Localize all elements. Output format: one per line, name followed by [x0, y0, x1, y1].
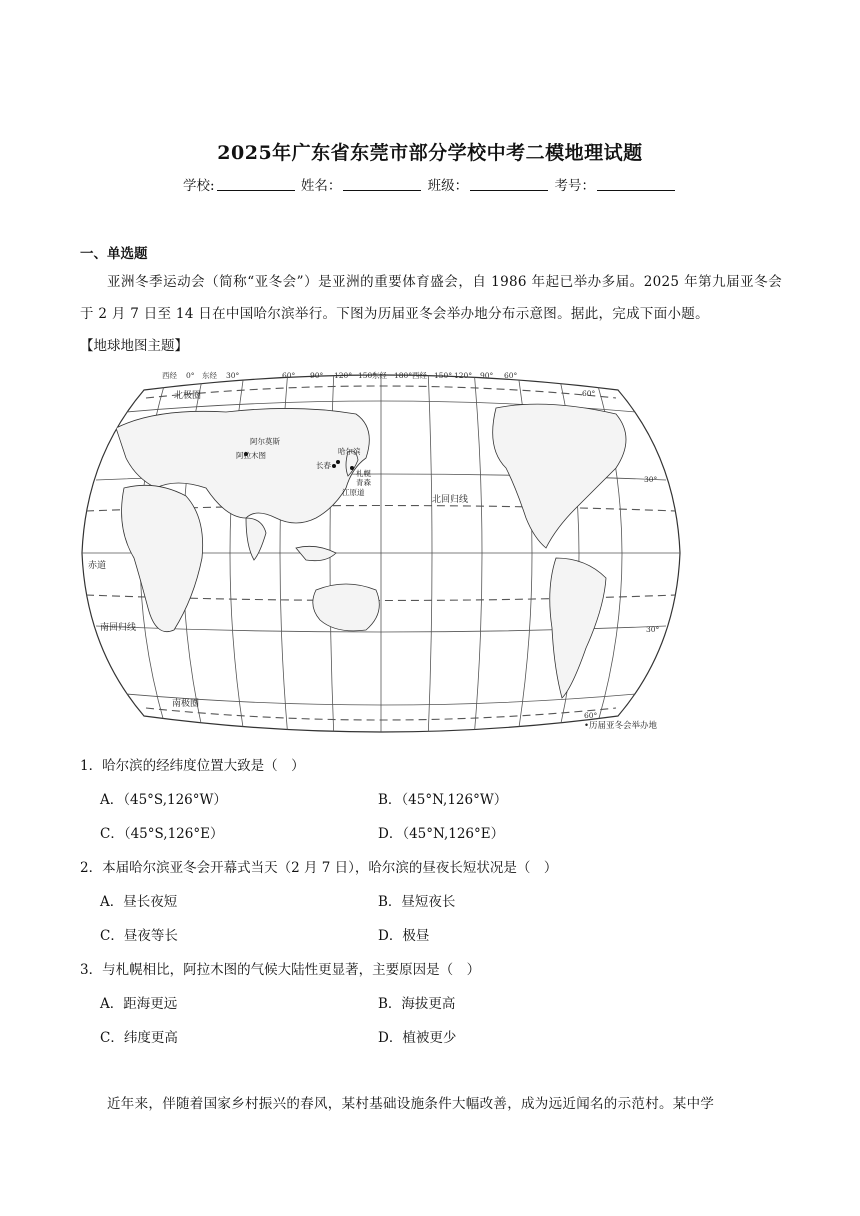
name-blank	[343, 178, 421, 191]
lon-label-prefix-0: 西经	[162, 371, 177, 380]
lon-label-5: 150°	[358, 371, 377, 380]
q2-option-a[interactable]: A．昼长夜短	[100, 894, 178, 910]
question-2-stem: 2．本届哈尔滨亚冬会开幕式当天（2 月 7 日），哈尔滨的昼夜长短状况是（ ）	[80, 860, 558, 876]
lon-label-9: 90°	[480, 371, 494, 380]
lon-label-0: 0°	[186, 371, 195, 380]
student-info-line	[0, 174, 860, 194]
map-topic-tag: 【地球地图主题】	[80, 338, 188, 354]
lon-label-prefix-6: 西经	[412, 371, 427, 380]
lon-label-10: 60°	[504, 371, 518, 380]
world-map-svg	[76, 368, 686, 740]
city-label-changchun: 长春	[316, 461, 331, 470]
q2-option-c[interactable]: C．昼夜等长	[100, 928, 178, 944]
world-map-figure	[76, 368, 686, 740]
changchun-marker	[332, 464, 336, 468]
q3-option-d[interactable]: D．植被更少	[378, 1030, 457, 1046]
lon-label-7: 150°	[434, 371, 453, 380]
city-label-aomori: 青森	[356, 478, 371, 487]
number-label: 考号：	[554, 178, 595, 194]
q1-option-d[interactable]: D．（45°N,126°E）	[378, 826, 505, 842]
question-3-stem: 3．与札幌相比，阿拉木图的气候大陆性更显著，主要原因是（ ）	[80, 962, 481, 978]
q3-option-a[interactable]: A．距海更远	[100, 996, 178, 1012]
lon-label-3: 90°	[310, 371, 324, 380]
lat-label-60n: 60°	[582, 389, 596, 398]
lon-label-prefix-1: 东经	[202, 371, 217, 380]
q1-option-a[interactable]: A．（45°S,126°W）	[100, 792, 227, 808]
lon-label-2: 60°	[282, 371, 296, 380]
city-label-gangwon: 江原道	[342, 488, 365, 497]
name-label: 姓名：	[300, 178, 342, 194]
lon-label-6: 180°	[394, 371, 413, 380]
lon-label-prefix-5: 东经	[372, 371, 387, 380]
harbin-marker	[336, 460, 340, 464]
tropic-capricorn-label: 南回归线	[100, 623, 137, 633]
lon-label-4: 120°	[334, 371, 353, 380]
page-title: 2025年广东省东莞市部分学校中考二模地理试题	[217, 142, 643, 164]
city-label-sapporo: 札幌	[356, 469, 371, 478]
tropic-cancer-label: 北回归线	[432, 495, 469, 505]
school-label: 学校:	[183, 178, 215, 194]
city-label-almaty: 阿拉木图	[236, 451, 266, 460]
q1-option-b[interactable]: B．（45°N,126°W）	[378, 792, 508, 808]
map-legend: •历届亚冬会举办地	[584, 721, 658, 731]
antarctic-circle-label: 南极圈	[172, 699, 200, 709]
sapporo-marker	[350, 466, 354, 470]
lon-label-8: 120°	[454, 371, 473, 380]
city-label-almos: 阿尔莫斯	[250, 437, 280, 446]
q1-option-c[interactable]: C．（45°S,126°E）	[100, 826, 224, 842]
q2-option-d[interactable]: D．极昼	[378, 928, 430, 944]
school-blank	[217, 178, 295, 191]
class-blank	[470, 178, 548, 191]
q3-option-b[interactable]: B．海拔更高	[378, 996, 456, 1012]
number-blank	[597, 178, 675, 191]
equator-label: 赤道	[88, 561, 107, 571]
passage-2: 近年来，伴随着国家乡村振兴的春风，某村基础设施条件大幅改善，成为远近闻名的示范村。某中学	[107, 1096, 715, 1112]
lat-label-60s: 60°	[584, 711, 598, 720]
lat-label-30n: 30°	[644, 475, 658, 484]
question-1-stem: 1．哈尔滨的经纬度位置大致是（ ）	[80, 758, 305, 774]
arctic-circle-label: 北极圈	[174, 391, 202, 401]
section-heading: 一、单选题	[80, 246, 148, 262]
class-label: 班级：	[427, 178, 469, 194]
lat-label-30s: 30°	[646, 625, 660, 634]
lon-label-1: 30°	[226, 371, 240, 380]
passage-1: 亚洲冬季运动会（简称“亚冬会”）是亚洲的重要体育盛会，自 1986 年起已举办多届。2025 年第九届亚冬会于 2 月 7 日至 14 日在中国哈尔滨举行。下图为历届亚冬会举办地分布示意图。据此，完成下面小题。	[80, 274, 782, 322]
q2-option-b[interactable]: B．昼短夜长	[378, 894, 456, 910]
q3-option-c[interactable]: C．纬度更高	[100, 1030, 178, 1046]
city-label-harbin: 哈尔滨	[338, 447, 361, 456]
